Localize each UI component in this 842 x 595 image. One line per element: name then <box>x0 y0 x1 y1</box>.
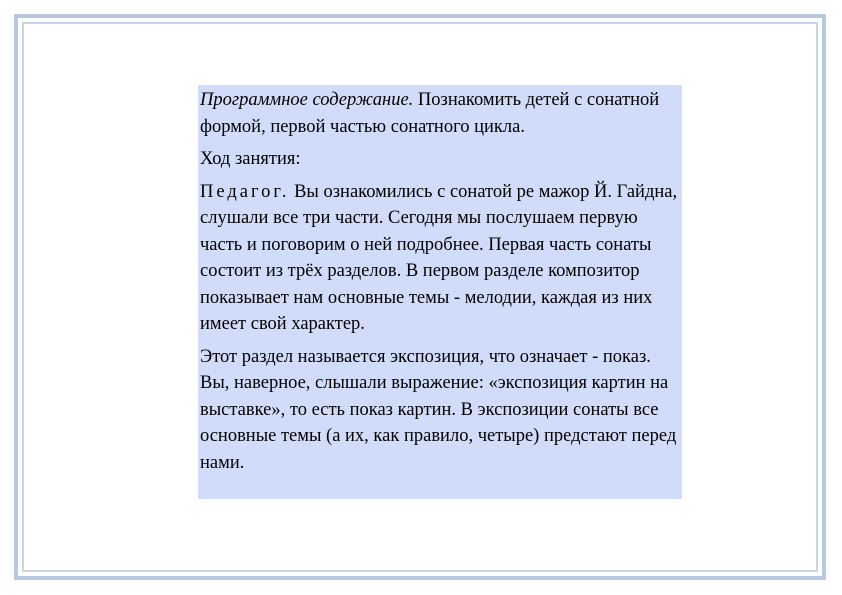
program-content-label: Программное содержание. <box>200 90 414 110</box>
paragraph-lesson-heading: Ход занятия: <box>200 149 301 169</box>
teacher-label: Педагог. <box>200 181 290 202</box>
paragraph-program-content <box>200 87 680 140</box>
paragraph-exposition: Этот раздел называется экспозиция, что означает - показ. Вы, наверное, слышали выражение: «экспозиция картин на выставке», то есть показ картин. В экспозиции сонаты все основные темы (а их, как правило, четыре) предстают перед нами. <box>200 346 677 473</box>
paragraph-teacher-speech <box>200 179 680 338</box>
program-content-text: Познакомить детей с сонатной формой, первой частью сонатного цикла. <box>200 90 660 137</box>
teacher-speech-text: Вы ознакомились с сонатой ре мажор Й. Гайдна, слушали все три части. Сегодня мы послушаем первую часть и поговорим о ней подробнее. Первая часть сонаты состоит из трёх разделов. В первом разделе композитор показывает нам основные темы - мелодии, каждая из них имеет свой характер. <box>200 181 678 334</box>
lesson-text-block <box>198 85 682 499</box>
